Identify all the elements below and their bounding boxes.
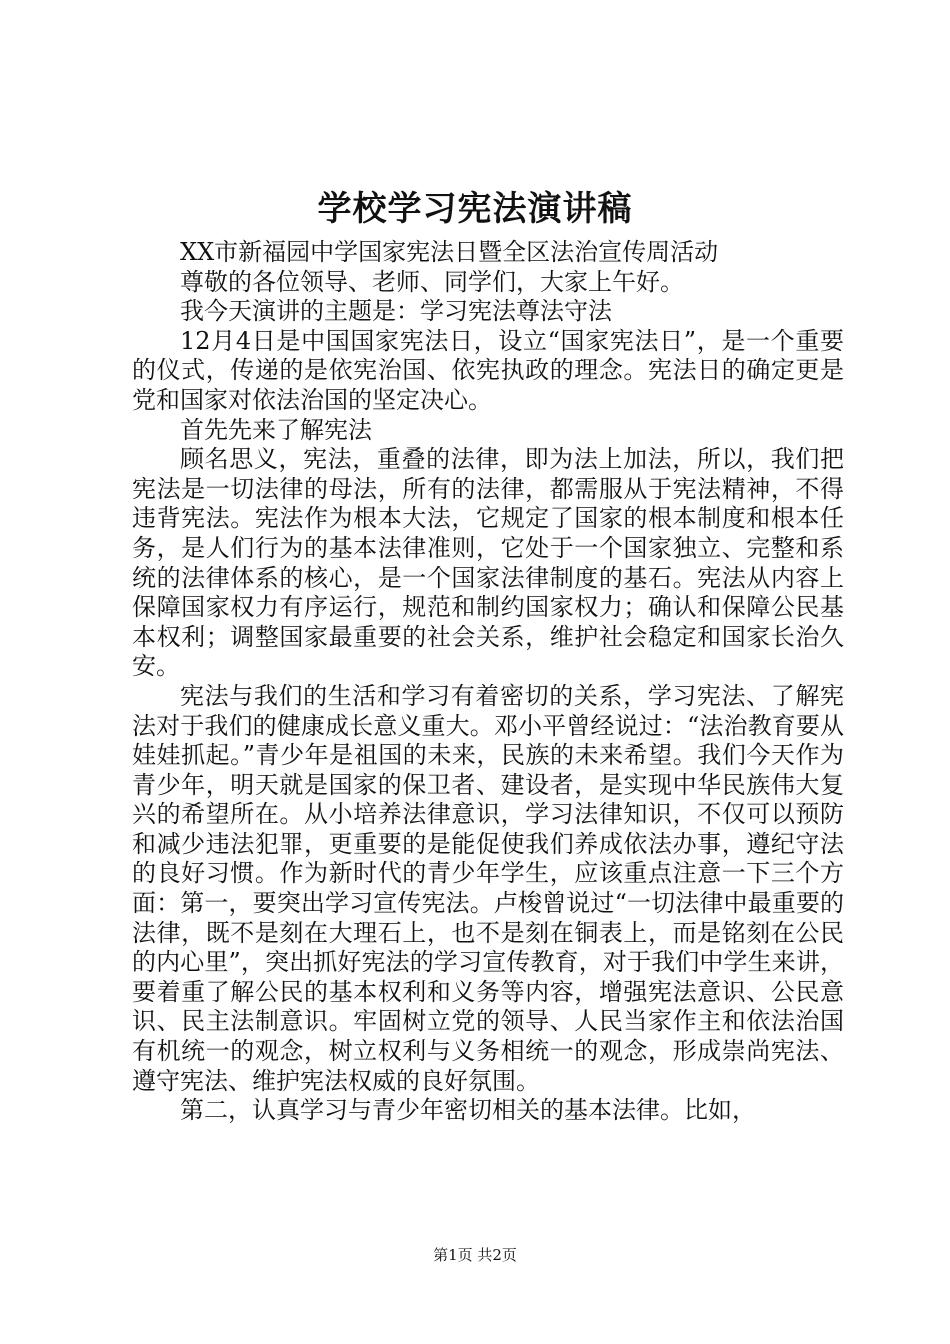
paragraph-definition: 顾名思义，宪法，重叠的法律，即为法上加法，所以，我们把宪法是一切法律的母法，所有的法律，都需服从于宪法精神，不得违背宪法。宪法作为根本大法，它规定了国家的根本制度和根本任务，是人们行为的基本法律准则，它处于一个国家独立、完整和系统的法律体系的核心，是一个国家法律制度的基石。宪法从内容上保障国家权力有序运行，规范和制约国家权力；确认和保障公民基本权利；调整国家最重要的社会关系，维护社会稳定和国家长治久安。 [132,445,844,681]
document-title: 学校学习宪法演讲稿 [317,189,633,229]
paragraph-understand-heading: 首先先来了解宪法 [180,415,372,444]
paragraph-second-point: 第二，认真学习与青少年密切相关的基本法律。比如， [180,1096,756,1125]
paragraph-constitution-day: 12月4日是中国国家宪法日，设立“国家宪法日”，是一个重要的仪式，传递的是依宪治国、依宪执政的理念。宪法日的确定更是党和国家对依法治国的坚定决心。 [132,326,844,414]
document-body [132,238,844,1126]
paragraph-relation-to-life: 宪法与我们的生活和学习有着密切的关系，学习宪法、了解宪法对于我们的健康成长意义重大。邓小平曾经说过：“法治教育要从娃娃抓起。”青少年是祖国的未来，民族的未来希望。我们今天作为青少年，明天就是国家的保卫者、建设者，是实现中华民族伟大复兴的希望所在。从小培养法律意识，学习法律知识，不仅可以预防和减少违法犯罪，更重要的是能促使我们养成依法办事，遵纪守法的良好习惯。作为新时代的青少年学生，应该重点注意一下三个方面：第一，要突出学习宣传宪法。卢梭曾说过“一切法律中最重要的法律，既不是刻在大理石上，也不是刻在铜表上，而是铭刻在公民的内心里”，突出抓好宪法的学习宣传教育，对于我们中学生来讲，要着重了解公民的基本权利和义务等内容，增强宪法意识、公民意识、民主法制意识。牢固树立党的领导、人民当家作主和依法治国有机统一的观念，树立权利与义务相统一的观念，形成崇尚宪法、遵守宪法、维护宪法权威的良好氛围。 [132,681,844,1095]
page-footer: 第1页 共2页 [433,1246,517,1264]
paragraph-event-line: XX市新福园中学国家宪法日暨全区法治宣传周活动 [180,238,719,266]
paragraph-theme: 我今天演讲的主题是：学习宪法尊法守法 [180,297,612,326]
paragraph-greeting: 尊敬的各位领导、老师、同学们，大家上午好。 [180,267,684,296]
